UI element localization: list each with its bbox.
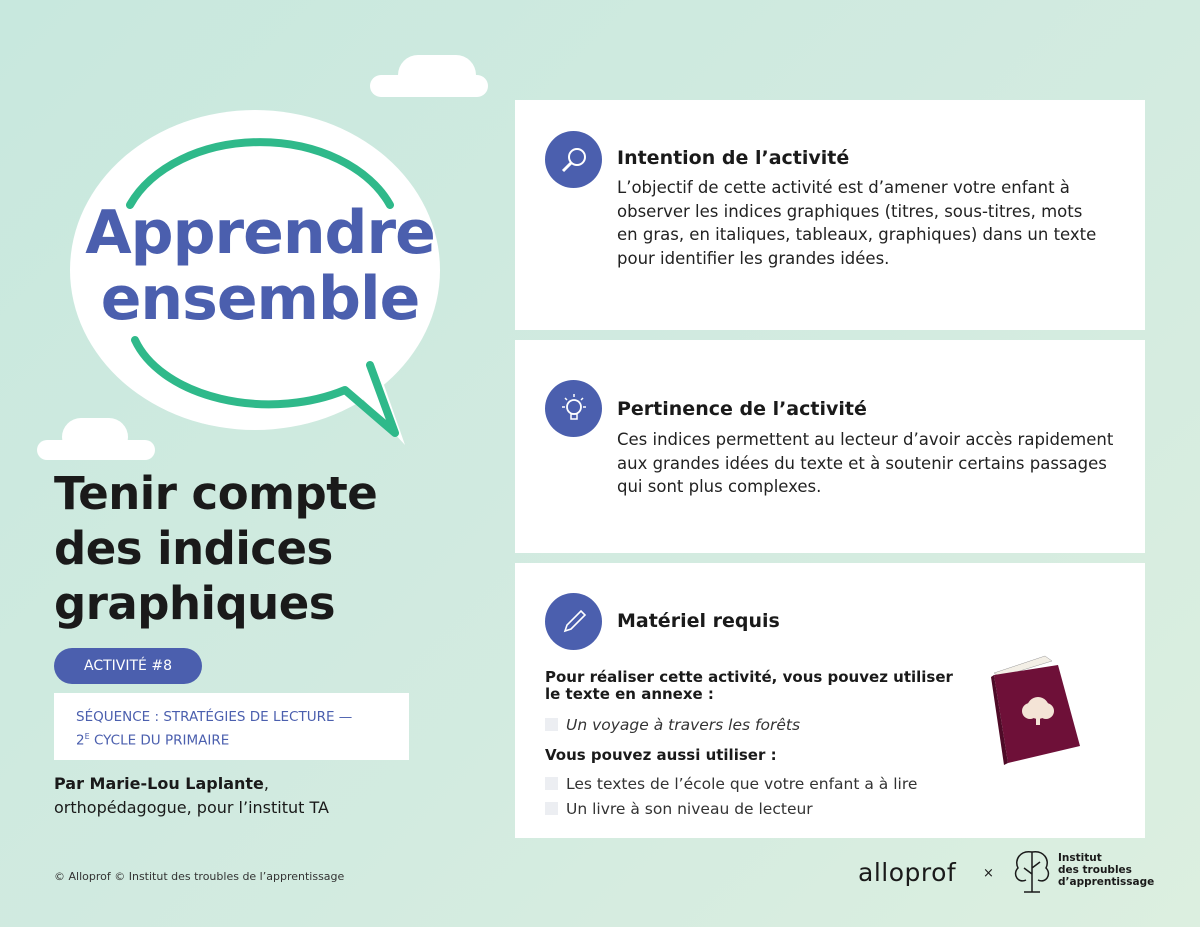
checkbox[interactable] [545, 718, 558, 731]
card-title: Pertinence de l’activité [617, 398, 867, 420]
page-title [54, 466, 377, 631]
times-sign: × [983, 866, 994, 881]
checkbox[interactable] [545, 802, 558, 815]
sequence-line: SÉQUENCE : STRATÉGIES DE LECTURE — [76, 709, 353, 725]
list-item: Les textes de l’école que votre enfant a à lire [545, 775, 917, 793]
author-name: Par Marie-Lou Laplante [54, 774, 264, 793]
magnifier-icon [545, 131, 602, 188]
activity-badge: ACTIVITÉ #8 [54, 648, 202, 684]
card-intention [515, 100, 1145, 330]
brain-tree-logo-icon [1010, 848, 1055, 896]
alloprof-logo: alloprof [858, 858, 957, 887]
sequence-line: $2^E$ CYCLE DU PRIMAIRE [76, 732, 230, 749]
sequence-box [54, 693, 409, 760]
cloud-decoration [398, 55, 476, 95]
card-title: Intention de l’activité [617, 147, 850, 169]
title-line: graphiques [54, 577, 335, 630]
title-line: des indices [54, 522, 333, 575]
lightbulb-icon [545, 380, 602, 437]
author: Par Marie-Lou Laplante, orthopédagogue, pour l’institut TA [54, 772, 329, 820]
bubble-line1: Apprendre [85, 198, 435, 268]
card-pertinence [515, 340, 1145, 553]
book-illustration [990, 653, 1085, 768]
card-body: L’objectif de cette activité est d’amener votre enfant à observer les indices graphiques (titres, sous-titres, mots en gras, en italiques, tableaux, graphiques) dans un texte pour identifier les grandes idées. [617, 178, 1097, 268]
bubble-line2: ensemble [100, 264, 420, 334]
card-materiel [515, 563, 1145, 838]
materiel-intro2: Vous pouvez aussi utiliser : [545, 746, 777, 764]
ita-logo-text: Institut des troubles d’apprentissage [1058, 852, 1155, 888]
card-body: Ces indices permettent au lecteur d’avoir accès rapidement aux grandes idées du texte et à soutenir certains passages qui sont plus complexes. [617, 430, 1114, 496]
materiel-intro: Pour réaliser cette activité, vous pouvez utiliser le texte en annexe : [545, 668, 953, 703]
list-item: Un voyage à travers les forêts [545, 716, 800, 734]
author-role: orthopédagogue, pour l’institut TA [54, 798, 329, 817]
pencil-icon [545, 593, 602, 650]
copyright: © Alloprof © Institut des troubles de l’apprentissage [54, 870, 345, 883]
card-title: Matériel requis [617, 610, 780, 632]
title-line: Tenir compte [54, 467, 378, 520]
checkbox[interactable] [545, 777, 558, 790]
list-item: Un livre à son niveau de lecteur [545, 800, 813, 818]
